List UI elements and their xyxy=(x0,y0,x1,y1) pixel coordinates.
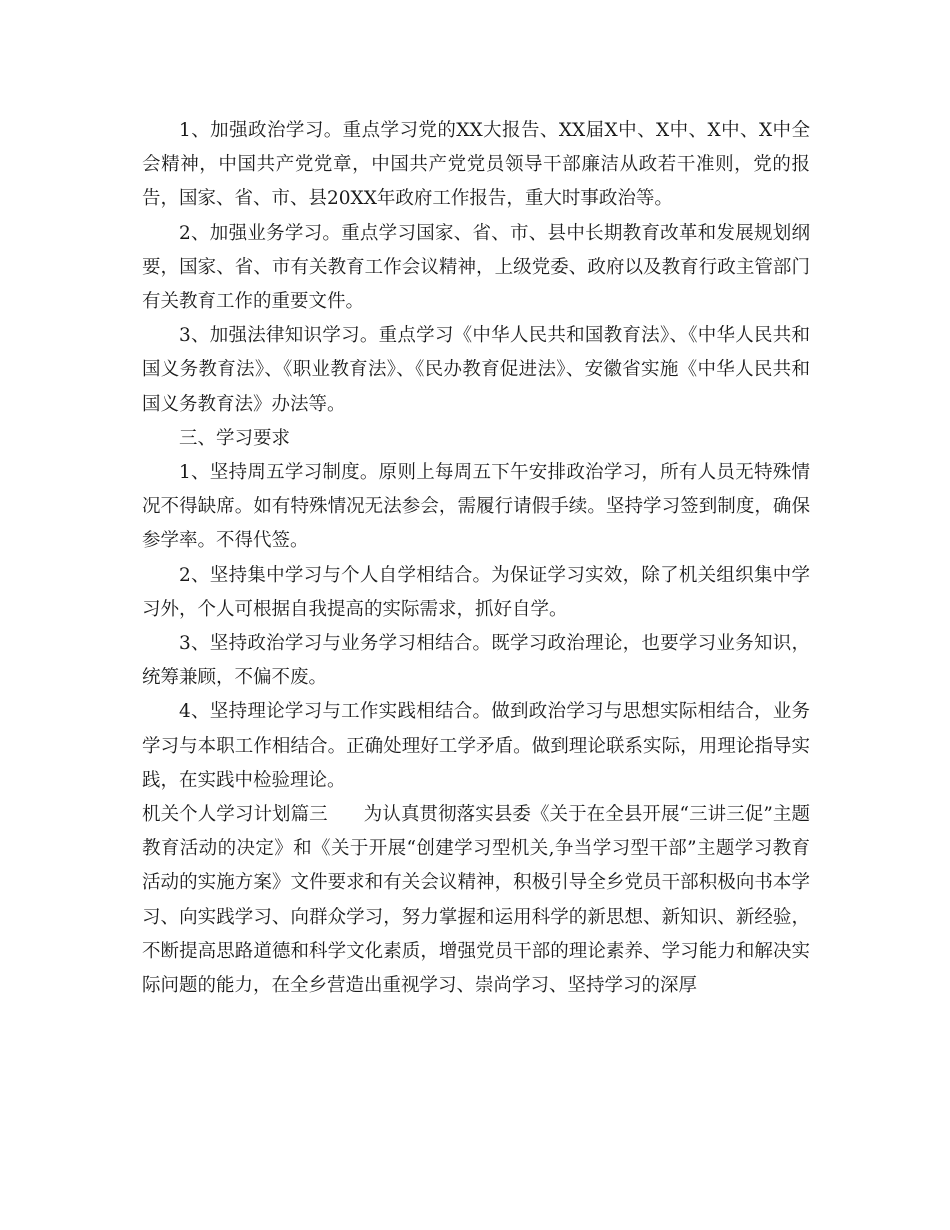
paragraph-section-three xyxy=(142,798,810,1003)
paragraph-theory-and-practice: 4、坚持理论学习与工作实践相结合。做到政治学习与思想实际相结合，业务学习与本职工作相结合。正确处理好工学矛盾。做到理论联系实际，用理论指导实践，在实践中检验理论。 xyxy=(142,701,810,791)
paragraph-business-study: 2、加强业务学习。重点学习国家、省、市、县中长期教育改革和发展规划纲要，国家、省、市有关教育工作会议精神，上级党委、政府以及教育行政主管部门有关教育工作的重要文件。 xyxy=(142,222,810,313)
section-text: 为认真贯彻落实县委《关于在全县开展“三讲三促”主题教育活动的决定》和《关于开展“创建学习型机关,争当学习型干部”主题学习教育活动的实施方案》文件要求和有关会议精神，积极引导全乡党员干部积极向书本学习、向实践学习、向群众学习，努力掌握和运用科学的新思想、新知识、新经验，不断提高思路道德和科学文化素质，增强党员干部的理论素养、学习能力和解决实际问题的能力，在全乡营造出重视学习、崇尚学习、坚持学习的深厚 xyxy=(142,804,810,997)
section-title: 机关个人学习计划篇三 xyxy=(142,804,328,826)
paragraph-political-study: 1、加强政治学习。重点学习党的XX大报告、XX届X中、X中、X中、X中全会精神，中国共产党党章，中国共产党党员领导干部廉洁从政若干准则，党的报告，国家、省、市、县20XX年政府工作报告，重大时事政治等。 xyxy=(142,120,810,210)
paragraph-political-and-business: 3、坚持政治学习与业务学习相结合。既学习政治理论，也要学习业务知识，统筹兼顾，不偏不废。 xyxy=(142,633,810,689)
document-body xyxy=(142,114,810,1003)
paragraph-legal-study: 3、加强法律知识学习。重点学习《中华人民共和国教育法》、《中华人民共和国义务教育法》、《职业教育法》、《民办教育促进法》、安徽省实施《中华人民共和国义务教育法》办法等。 xyxy=(142,325,810,415)
section-heading-study-requirements: 三、学习要求 xyxy=(179,427,291,449)
paragraph-friday-study: 1、坚持周五学习制度。原则上每周五下午安排政治学习，所有人员无特殊情况不得缺席。如有特殊情况无法参会，需履行请假手续。坚持学习签到制度，确保参学率。不得代签。 xyxy=(142,462,810,552)
paragraph-group-and-self-study: 2、坚持集中学习与个人自学相结合。为保证学习实效，除了机关组织集中学习外，个人可根据自我提高的实际需求，抓好自学。 xyxy=(142,564,810,620)
